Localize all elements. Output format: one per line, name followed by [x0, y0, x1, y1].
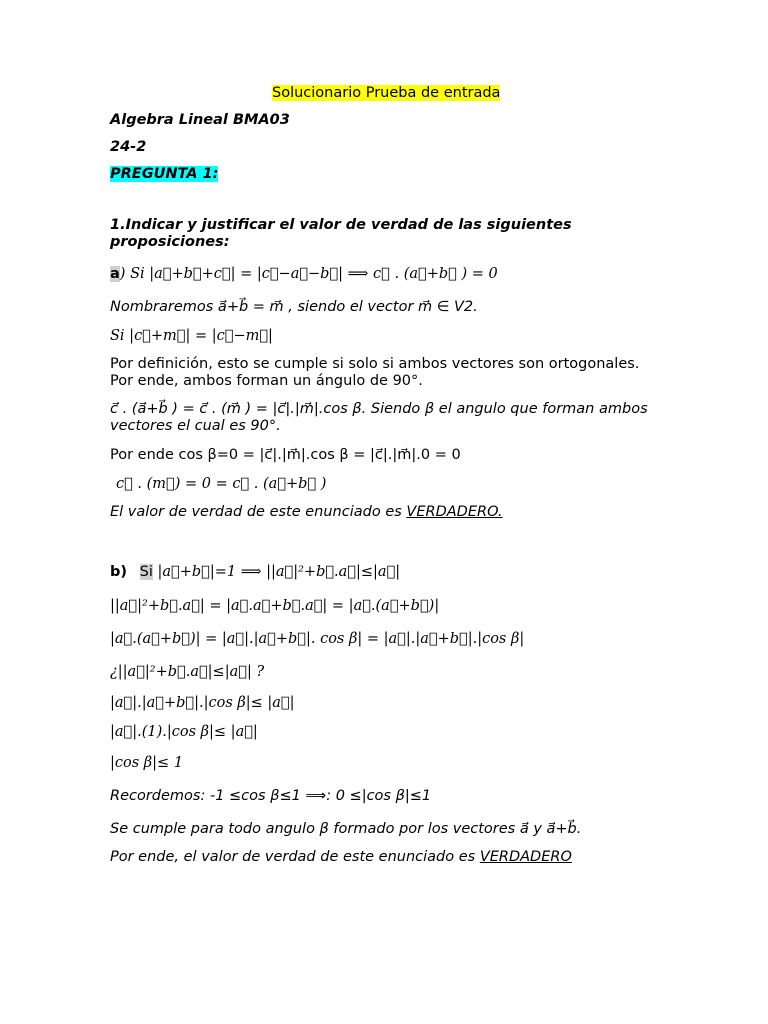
course-name: Algebra Lineal BMA03: [110, 112, 290, 128]
part-a-therefore: Por ende cos β=0 = |c⃗|.|m⃗|.cos β = |c⃗|.|m⃗|.0 = 0: [110, 447, 461, 463]
term: 24-2: [110, 139, 147, 155]
part-b-step-1: ||a⃗|²+b⃗.a⃗| = |a⃗.a⃗+b⃗.a⃗| = |a⃗.(a⃗+b⃗)|: [110, 598, 440, 614]
instruction: 1.Indicar y justificar el valor de verdad de las siguientes proposiciones:: [110, 217, 572, 250]
part-b-conclusion: [110, 849, 572, 865]
part-b-verdict: VERDADERO: [479, 849, 572, 865]
part-b-recall: Recordemos: -1 ≤cos β≤1 ⟹: 0 ≤|cos β|≤1: [110, 788, 432, 804]
part-b-step-3: |a⃗|.|a⃗+b⃗|.|cos β|≤ |a⃗|: [110, 695, 295, 711]
part-b-conclusion-text: Por ende, el valor de verdad de este enunciado es: [110, 849, 480, 865]
part-a-dot-product: c⃗ . (a⃗+b⃗ ) = c⃗ . (m⃗ ) = |c⃗|.|m⃗|.cos β. Siendo β el angulo que forman ambos vectores el cual es 90°.: [110, 401, 648, 434]
part-a-definition: Por definición, esto se cumple si solo si ambos vectores son ortogonales. Por ende, ambos forman un ángulo de 90°.: [110, 356, 640, 389]
document-title: [272, 85, 500, 101]
part-b-step-4: |a⃗|.(1).|cos β|≤ |a⃗|: [110, 724, 258, 740]
part-a-conclusion: [110, 504, 503, 520]
part-b-formula: |a⃗+b⃗|=1 ⟹ ||a⃗|²+b⃗.a⃗|≤|a⃗|: [157, 564, 401, 580]
part-b-holds: Se cumple para todo angulo β formado por los vectores a⃗ y a⃗+b⃗.: [110, 821, 582, 837]
part-a-conclusion-text: El valor de verdad de este enunciado es: [110, 504, 407, 520]
part-a-statement: [110, 266, 498, 282]
part-a-result: c⃗ . (m⃗) = 0 = c⃗ . (a⃗+b⃗ ): [116, 476, 327, 492]
question-label: PREGUNTA 1:: [110, 166, 219, 182]
part-b-step-2: |a⃗.(a⃗+b⃗)| = |a⃗|.|a⃗+b⃗|. cos β| = |a⃗|.|a⃗+b⃗|.|cos β|: [110, 631, 525, 647]
part-a-label: a: [110, 266, 120, 282]
part-a-if-line: Si |c⃗+m⃗| = |c⃗−m⃗|: [110, 328, 273, 344]
part-b-step-5: |cos β|≤ 1: [110, 755, 184, 771]
part-a-formula: ) Si |a⃗+b⃗+c⃗| = |c⃗−a⃗−b⃗| ⟹ c⃗ . (a⃗+b⃗ ) = 0: [119, 266, 498, 282]
part-a-verdict: VERDADERO.: [406, 504, 503, 520]
part-a-naming: Nombraremos a⃗+b⃗ = m⃗ , siendo el vector m⃗ ∈ V2.: [110, 299, 478, 315]
part-b-statement: [110, 564, 400, 580]
part-b-question: ¿||a⃗|²+b⃗.a⃗|≤|a⃗| ?: [110, 664, 265, 680]
part-b-label: b): [110, 564, 128, 580]
part-b-si: Si: [139, 564, 153, 580]
question-heading: [110, 166, 218, 182]
title-text: Solucionario Prueba de entrada: [272, 85, 501, 101]
